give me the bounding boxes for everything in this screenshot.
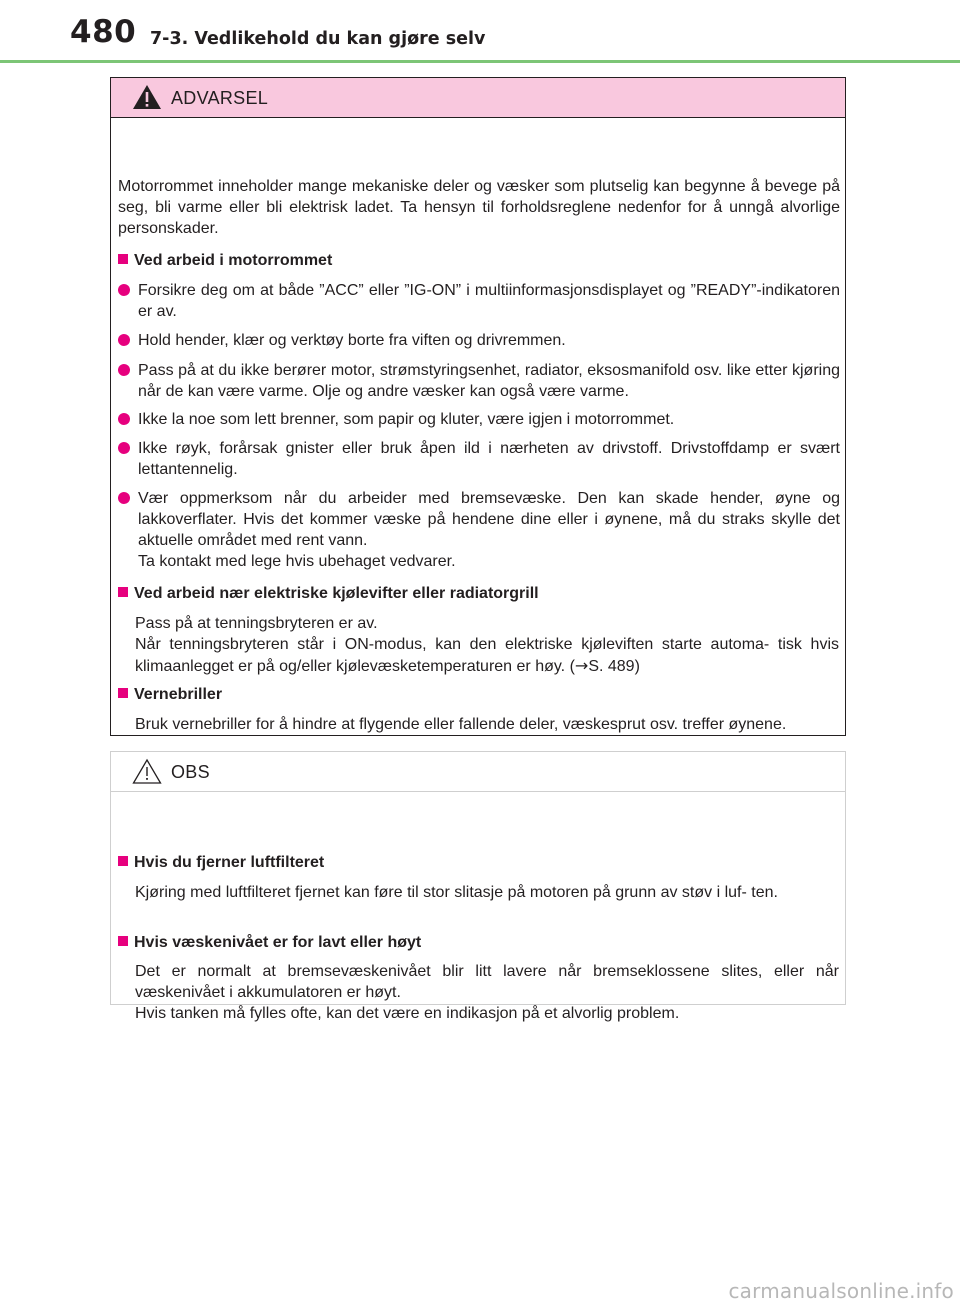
square-bullet-icon (118, 587, 128, 597)
obs-header (111, 752, 845, 792)
round-bullet-icon (118, 442, 130, 454)
warning-intro: Motorrommet inneholder mange mekaniske deler og væsker som plutselig kan begynne å bevege på seg, bli varme eller bli elektrisk ladet. Ta hensyn til forholdsreglene nedenfor for å unngå alvorlige personskader. (118, 178, 840, 237)
list-item: Vær oppmerksom når du arbeider med bremsevæske. Den kan skade hender, øyne og lakkoverflater. Hvis det kommer væske på hendene dine eller i øynene, må du straks skylle det aktuelle området med rent vann. Ta kontakt med lege hvis ubehaget vedvarer. (118, 488, 840, 572)
list-item: Forsikre deg om at både ”ACC” eller ”IG-ON” i multiinformasjonsdisplayet og ”READY”-indikatoren er av. (118, 280, 840, 322)
watermark: carmanualsonline.info (728, 1279, 954, 1303)
section-text: Bruk vernebriller for å hindre at flygende eller fallende deler, væskesprut osv. treffer øynene. (135, 716, 787, 733)
obs-box (110, 751, 846, 1022)
section-heading: Hvis væskenivået er for lavt eller høyt (118, 932, 421, 953)
warning-header (111, 78, 845, 118)
round-bullet-icon (118, 413, 130, 425)
round-bullet-icon (118, 492, 130, 504)
page-header (0, 0, 960, 66)
square-bullet-icon (118, 254, 128, 264)
square-bullet-icon (118, 936, 128, 946)
list-item: Ikke la noe som lett brenner, som papir og kluter, være igjen i motorrommet. (118, 409, 840, 430)
round-bullet-icon (118, 334, 130, 346)
section-text: Kjøring med luftfilteret fjernet kan føre til stor slitasje på motoren på grunn av støv i luf- ten. (135, 884, 778, 901)
warning-box (110, 77, 846, 736)
list-item: Hold hender, klær og verktøy borte fra viften og drivremmen. (118, 330, 840, 351)
list-item: Ikke røyk, forårsak gnister eller bruk åpen ild i nærheten av drivstoff. Drivstoffdamp er svært lettantennelig. (118, 438, 840, 480)
warning-triangle-icon (132, 84, 162, 110)
square-bullet-icon (118, 856, 128, 866)
section-heading: Vernebriller (118, 684, 222, 705)
caution-triangle-icon (132, 758, 162, 784)
section-text: Det er normalt at bremsevæskenivået blir litt lavere når bremseklossene slites, eller når væskenivået i akkumulatoren er høyt. Hvis tanken må fylles ofte, kan det være en indikasjon på et alvorlig problem. (135, 963, 839, 1022)
section-title: 7-3. Vedlikehold du kan gjøre selv (150, 29, 486, 49)
list-item: Pass på at du ikke berører motor, strømstyringsenhet, radiator, eksosmanifold osv. like etter kjøring når de kan være varme. Olje og andre væsker kan også være varme. (118, 360, 840, 402)
page-number: 480 (70, 14, 137, 50)
warning-title: ADVARSEL (171, 88, 269, 108)
section-heading: Ved arbeid nær elektriske kjølevifter eller radiatorgrill (118, 583, 539, 604)
section-heading: Ved arbeid i motorrommet (118, 250, 332, 271)
round-bullet-icon (118, 284, 130, 296)
round-bullet-icon (118, 364, 130, 376)
header-rule (0, 60, 960, 63)
section-heading: Hvis du fjerner luftfilteret (118, 852, 324, 873)
obs-title: OBS (171, 762, 210, 782)
square-bullet-icon (118, 688, 128, 698)
section-text: Pass på at tenningsbryteren er av. Når tenningsbryteren står i ON-modus, kan den elektriske kjøleviften starte automa- tisk hvis klimaanlegget er på og/eller kjølevæsketemperaturen er høy. (→S. 489) (135, 615, 839, 675)
